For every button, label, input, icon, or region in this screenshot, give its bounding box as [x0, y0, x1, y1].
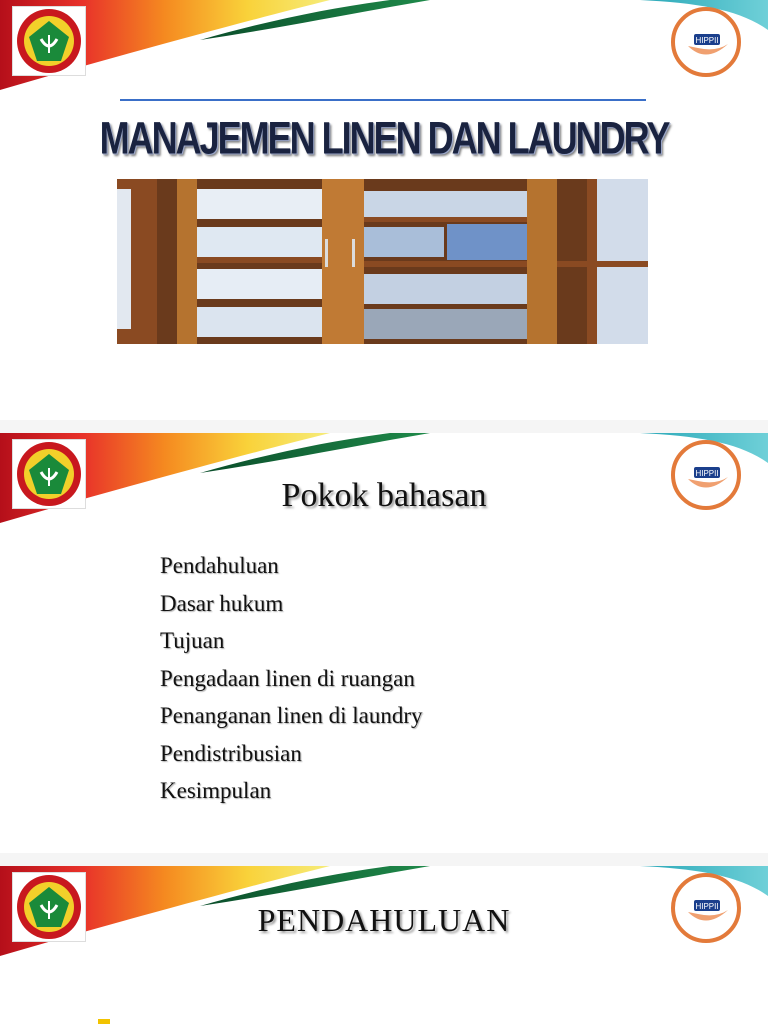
slide-title: [0, 0, 768, 420]
title-underline: [120, 99, 646, 101]
topics-heading: Pokok bahasan: [281, 477, 487, 514]
header-swoosh-graphic: [0, 0, 768, 95]
slide-introduction: [0, 866, 768, 1024]
list-item: Pendistribusian: [160, 740, 302, 766]
list-item: Pengadaan linen di ruangan: [160, 665, 415, 691]
svg-text:HIPPII: HIPPII: [695, 902, 719, 911]
list-item: Tujuan: [160, 628, 225, 653]
slide-separator: [0, 853, 768, 866]
list-item: Dasar hukum: [160, 590, 284, 616]
presentation-title: MANAJEMEN LINEN DAN LAUNDRY: [99, 112, 669, 164]
square-bullet-icon: [98, 1019, 110, 1024]
bullet-marker: [98, 1008, 114, 1024]
list-item: Pendahuluan: [160, 553, 279, 578]
linen-cabinet-photo: [117, 179, 648, 344]
list-item: Kesimpulan: [160, 778, 272, 803]
list-item: Penanganan linen di laundry: [160, 703, 423, 728]
svg-text:HIPPII: HIPPII: [695, 36, 719, 45]
institution-logo-left: [12, 6, 86, 76]
introduction-heading: PENDAHULUAN: [257, 902, 511, 938]
slide-topics: [0, 433, 768, 853]
svg-text:HIPPII: HIPPII: [695, 469, 719, 478]
slide-separator: [0, 420, 768, 433]
topic-list: [160, 547, 423, 810]
hippii-logo-right: [668, 6, 744, 78]
